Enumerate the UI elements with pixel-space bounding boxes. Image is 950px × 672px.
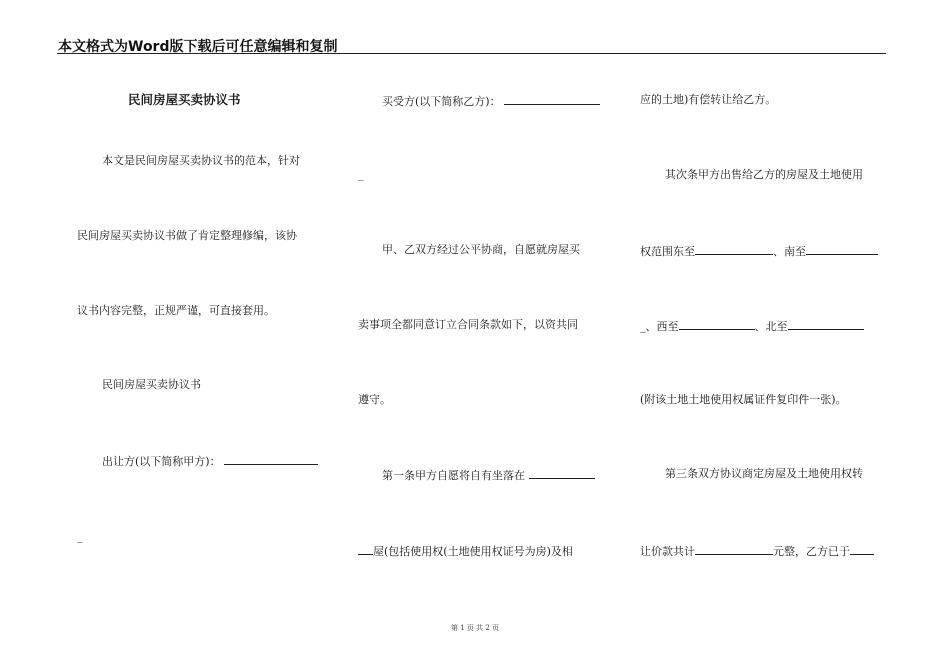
south-label: 、南至: [773, 245, 806, 258]
article2-line-4: (附该土地土地使用权属证件复印件一张)。: [640, 393, 847, 406]
article1-text: 第一条甲方自愿将自有坐落在: [382, 469, 525, 482]
document-title: 民间房屋买卖协议书: [128, 92, 241, 107]
header-divider: [57, 53, 886, 54]
seller-label: 出让方(以下简称甲方)：: [102, 455, 221, 468]
buyer-name-blank[interactable]: [504, 93, 600, 105]
article1-line-2: [358, 543, 573, 559]
east-label: 权范围东至: [640, 245, 695, 258]
seller-line: [102, 453, 318, 469]
seller-name-blank[interactable]: [224, 453, 318, 465]
para1-line-1: 甲、乙双方经过公平协商，自愿就房屋买: [382, 243, 580, 256]
article2-line-2: [640, 243, 878, 259]
seller-dash: _: [77, 530, 83, 543]
article2-line-1: 其次条甲方出售给乙方的房屋及土地使用: [665, 168, 863, 181]
north-boundary-blank[interactable]: [788, 318, 864, 330]
agreement-subtitle: 民间房屋买卖协议书: [102, 378, 201, 391]
document-header: 本文格式为Word版下载后可任意编辑和复制: [58, 39, 338, 55]
buyer-line: [382, 93, 600, 109]
price-label: 让价款共计: [640, 545, 695, 558]
para1-line-3: 遵守。: [358, 393, 391, 406]
location-blank[interactable]: [529, 467, 595, 479]
west-label: _、西至: [640, 320, 679, 333]
para1-line-2: 卖事项全都同意订立合同条款如下，以资共同: [358, 318, 578, 331]
article1-text-2: 屋(包括使用权(土地使用权证号为房)及相: [373, 545, 573, 558]
article2-line-3: [640, 318, 864, 334]
buyer-dash: _: [358, 168, 364, 181]
intro-line-3: 议书内容完整，正规严谨，可直接套用。: [77, 304, 275, 317]
intro-line-1: 本文是民间房屋买卖协议书的范本，针对: [102, 154, 300, 167]
location-blank-cont[interactable]: [358, 543, 373, 555]
intro-line-2: 民间房屋买卖协议书做了肯定整理修编，该协: [77, 229, 297, 242]
buyer-label: 买受方(以下简称乙方)：: [382, 95, 501, 108]
article1-line-1: [382, 467, 595, 483]
south-boundary-blank[interactable]: [806, 243, 878, 255]
east-boundary-blank[interactable]: [695, 243, 773, 255]
payment-date-blank[interactable]: [850, 543, 874, 555]
west-boundary-blank[interactable]: [679, 318, 755, 330]
page-footer: 第 1 页 共 2 页: [450, 624, 500, 632]
price-blank[interactable]: [695, 543, 773, 555]
north-label: 、北至: [754, 320, 788, 333]
article3-line-2: [640, 543, 874, 559]
article3-line-1: 第三条双方协议商定房屋及土地使用权转: [665, 467, 863, 480]
article1-line-3: 应的土地)有偿转让给乙方。: [640, 93, 777, 106]
price-suffix: 元整，乙方已于: [773, 545, 850, 558]
